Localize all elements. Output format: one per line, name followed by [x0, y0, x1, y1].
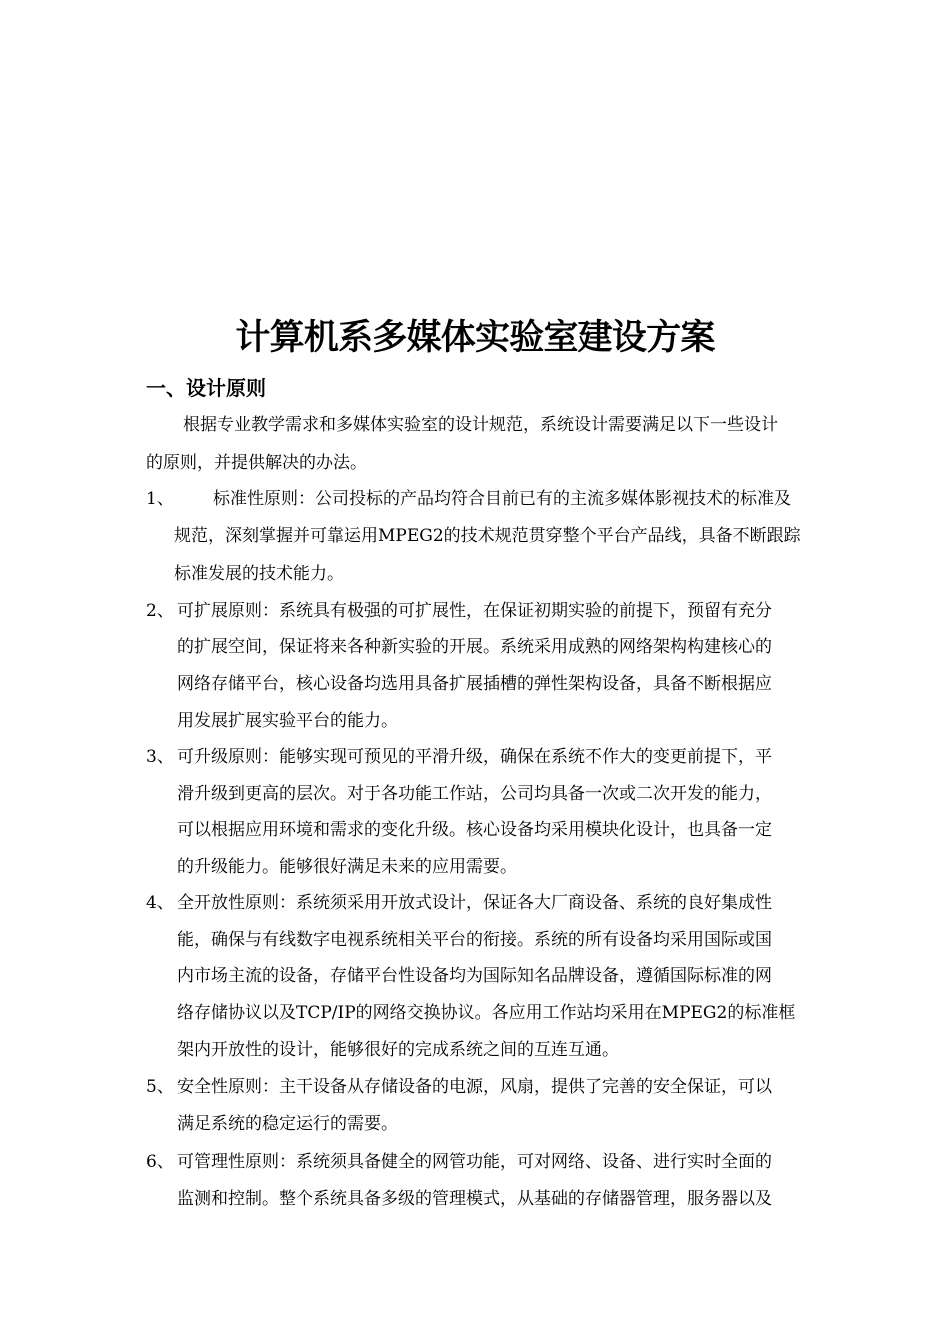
item-line: 标准发展的技术能力。 — [174, 564, 344, 584]
item-line: 监测和控制。整个系统具备多级的管理模式，从基础的存储器管理，服务器以及 — [177, 1189, 772, 1209]
item-line: 能，确保与有线数字电视系统相关平台的衔接。系统的所有设备均采用国际或国 — [177, 930, 772, 950]
item-line: 可升级原则：能够实现可预见的平滑升级，确保在系统不作大的变更前提下，平 — [177, 747, 772, 767]
item-number: 3、 — [146, 747, 174, 767]
item-line: 的升级能力。能够很好满足未来的应用需要。 — [177, 857, 517, 877]
intro-line: 的原则，并提供解决的办法。 — [146, 453, 367, 473]
item-number: 6、 — [146, 1152, 174, 1172]
item-line: 标准性原则：公司投标的产品均符合目前已有的主流多媒体影视技术的标准及 — [213, 489, 791, 509]
item-number: 2、 — [146, 601, 174, 621]
item-line: 可以根据应用环境和需求的变化升级。核心设备均采用模块化设计，也具备一定 — [177, 820, 772, 840]
item-line: 用发展扩展实验平台的能力。 — [177, 711, 398, 731]
item-line: 可扩展原则：系统具有极强的可扩展性，在保证初期实验的前提下，预留有充分 — [177, 601, 772, 621]
item-line: 架内开放性的设计，能够很好的完成系统之间的互连互通。 — [177, 1040, 619, 1060]
section-heading: 一、设计原则 — [146, 376, 266, 400]
item-line: 满足系统的稳定运行的需要。 — [177, 1114, 398, 1134]
item-number: 5、 — [146, 1077, 174, 1097]
intro-line: 根据专业教学需求和多媒体实验室的设计规范，系统设计需要满足以下一些设计 — [183, 415, 778, 435]
item-line: 的扩展空间，保证将来各种新实验的开展。系统采用成熟的网络架构构建核心的 — [177, 637, 772, 657]
item-line: 网络存储平台，核心设备均选用具备扩展插槽的弹性架构设备，具备不断根据应 — [177, 674, 772, 694]
item-line: 内市场主流的设备，存储平台性设备均为国际知名品牌设备，遵循国际标准的网 — [177, 966, 772, 986]
item-line: 络存储协议以及TCP/IP的网络交换协议。各应用工作站均采用在MPEG2的标准框 — [177, 1003, 796, 1023]
item-line: 安全性原则：主干设备从存储设备的电源，风扇，提供了完善的安全保证，可以 — [177, 1077, 772, 1097]
item-line: 全开放性原则：系统须采用开放式设计，保证各大厂商设备、系统的良好集成性 — [177, 893, 772, 913]
item-number: 4、 — [146, 893, 174, 913]
item-line: 规范，深刻掌握并可靠运用MPEG2的技术规范贯穿整个平台产品线，具备不断跟踪 — [174, 526, 801, 546]
document-title: 计算机系多媒体实验室建设方案 — [235, 318, 715, 358]
item-line: 滑升级到更高的层次。对于各功能工作站，公司均具备一次或二次开发的能力， — [177, 784, 772, 804]
item-number: 1、 — [146, 489, 174, 509]
item-line: 可管理性原则：系统须具备健全的网管功能，可对网络、设备、进行实时全面的 — [177, 1152, 772, 1172]
